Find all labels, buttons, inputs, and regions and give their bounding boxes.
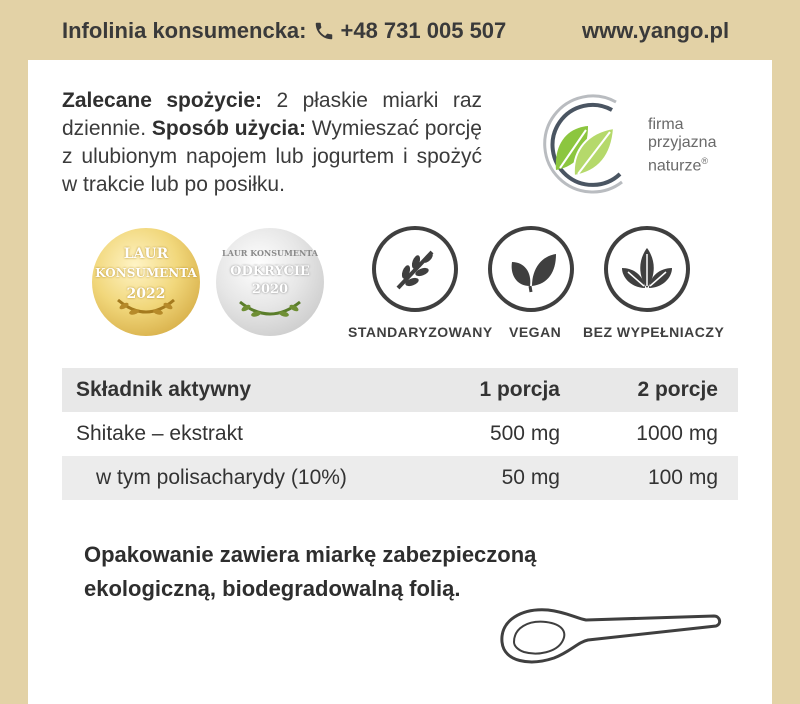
header-bar <box>0 0 800 60</box>
website-link[interactable]: www.yango.pl <box>582 18 730 43</box>
measuring-spoon-icon <box>496 580 726 670</box>
hotline <box>62 18 506 44</box>
table-row <box>62 412 738 456</box>
leaf-branch-icon <box>376 230 454 308</box>
cell-1-portion: 500 mg <box>489 422 560 445</box>
feature-label-standardized: STANDARYZOWANY <box>348 324 493 340</box>
feature-label-no-fillers: BEZ WYPEŁNIACZY <box>583 324 725 340</box>
feature-label-vegan: VEGAN <box>509 324 562 340</box>
eco-logo-text <box>648 116 716 175</box>
eco-line-3: naturze <box>648 157 702 175</box>
badge-silver-line-1: LAUR KONSUMENTA <box>221 248 318 258</box>
phone-icon <box>313 20 335 42</box>
header-ingredient: Składnik aktywny <box>76 378 252 401</box>
header-2-portions: 2 porcje <box>637 378 718 401</box>
badge-gold-line-2: KONSUMENTA <box>95 266 197 280</box>
phone-number[interactable]: +48 731 005 507 <box>340 18 507 43</box>
content-panel <box>28 60 772 704</box>
recommended-label: Zalecane spożycie: <box>62 89 263 112</box>
recommended-text: 2 płaskie miarki raz dziennie. <box>62 89 482 140</box>
hotline-label: Infolinia konsumencka: <box>62 18 307 43</box>
laur-konsumenta-odkrycie-2020-badge <box>216 228 324 336</box>
no-fillers-icon <box>604 226 690 312</box>
method-label: Sposób użycia: <box>151 117 306 140</box>
cell-ingredient: Shitake – ekstrakt <box>76 422 243 445</box>
table-header <box>62 368 738 412</box>
cell-2-portions: 1000 mg <box>636 422 718 445</box>
vegan-icon <box>488 226 574 312</box>
badge-gold-line-3: 2022 <box>126 286 166 302</box>
usage-instructions <box>62 87 482 199</box>
green-laurel-icon <box>216 228 324 336</box>
vegan-leaves-icon <box>492 230 570 308</box>
eco-line-1: firma <box>648 116 684 133</box>
cell-2-portions: 100 mg <box>647 466 718 489</box>
three-leaves-icon <box>608 230 686 308</box>
laurel-wreath-icon <box>92 228 200 336</box>
packaging-note: Opakowanie zawiera miarkę zabezpieczoną ekologiczną, biodegradowalną folią. <box>84 542 537 601</box>
ingredients-table <box>62 368 738 500</box>
standardized-icon <box>372 226 458 312</box>
badge-gold-line-1: LAUR <box>123 246 169 262</box>
laur-konsumenta-2022-badge <box>92 228 200 336</box>
method-text: Wymieszać porcję z ulubionym napojem lub jogurtem i spożyć w trakcie lub po posiłku. <box>62 117 482 196</box>
badge-silver-line-2: ODKRYCIE <box>230 264 310 279</box>
eco-line-2: przyjazna <box>648 134 717 151</box>
header-1-portion: 1 porcja <box>479 378 560 401</box>
cell-ingredient: w tym polisacharydy (10%) <box>96 466 347 489</box>
registered-mark: ® <box>701 156 709 166</box>
cell-1-portion: 50 mg <box>501 466 560 489</box>
table-row <box>62 456 738 500</box>
badge-silver-line-3: 2020 <box>251 282 289 297</box>
